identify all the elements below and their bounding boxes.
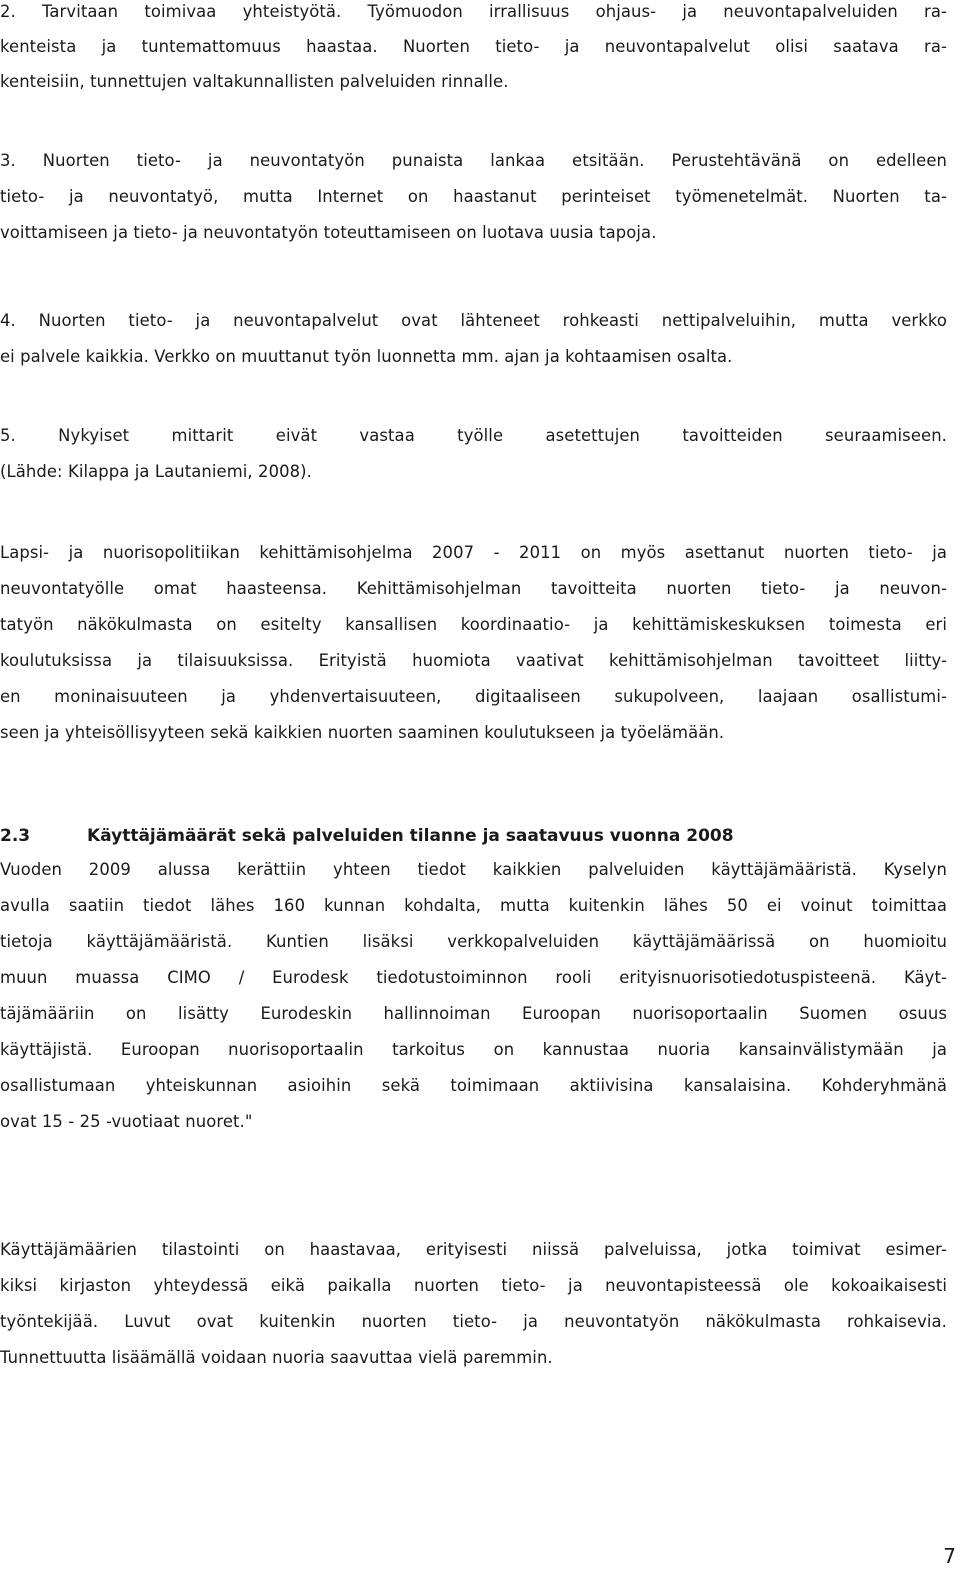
page-number: 7 [943, 1544, 956, 1568]
list-item-2 [0, 0, 947, 99]
text-line: (Lähde: Kilappa ja Lautaniemi, 2008). [0, 462, 312, 481]
section-number: 2.3 [0, 826, 31, 846]
text-line: voittamiseen ja tieto- ja neuvontatyön toteuttamiseen on luotava uusia tapoja. [0, 223, 657, 242]
text-line: ei palvele kaikkia. Verkko on muuttanut työn luonnetta mm. ajan ja kohtaamisen osalta. [0, 347, 733, 366]
text-line: avulla saatiin tiedot lähes 160 kunnan kohdalta, mutta kuitenkin lähes 50 ei voinut toimittaa [0, 896, 947, 915]
paragraph-statistics [0, 1232, 947, 1376]
text-line: neuvontatyölle omat haasteensa. Kehittämisohjelman tavoitteita nuorten tieto- ja neuvon- [0, 579, 947, 598]
text-line: ovat 15 - 25 -vuotiaat nuoret." [0, 1112, 253, 1131]
text-line: käyttäjistä. Euroopan nuorisoportaalin tarkoitus on kannustaa nuoria kansainvälistymään ja [0, 1040, 947, 1059]
text-line: 4. Nuorten tieto- ja neuvontapalvelut ovat lähteneet rohkeasti nettipalveluihin, mutta verkko [0, 311, 947, 330]
text-line: en moninaisuuteen ja yhdenvertaisuuteen, digitaaliseen sukupolveen, laajaan osallistumi- [0, 687, 947, 706]
text-line: tietoja käyttäjämääristä. Kuntien lisäksi verkkopalveluiden käyttäjämäärissä on huomioitu [0, 932, 947, 951]
text-line: osallistumaan yhteiskunnan asioihin sekä toimimaan aktiivisina kansalaisina. Kohderyhmänä [0, 1076, 947, 1095]
paragraph-development-program [0, 535, 947, 751]
paragraph-user-counts [0, 852, 947, 1140]
text-line: Lapsi- ja nuorisopolitiikan kehittämisohjelma 2007 - 2011 on myös asettanut nuorten tieto- ja [0, 543, 947, 562]
list-item-5 [0, 418, 947, 490]
text-line: 3. Nuorten tieto- ja neuvontatyön punaista lankaa etsitään. Perustehtävänä on edelleen [0, 151, 947, 170]
text-line: 5. Nykyiset mittarit eivät vastaa työlle asetettujen tavoitteiden seuraamiseen. [0, 426, 947, 445]
list-item-3 [0, 143, 947, 251]
text-line: 2. Tarvitaan toimivaa yhteistyötä. Työmuodon irrallisuus ohjaus- ja neuvontapalveluiden ra- [0, 2, 947, 21]
text-line: kiksi kirjaston yhteydessä eikä paikalla nuorten tieto- ja neuvontapisteessä ole kokoaikaisesti [0, 1276, 947, 1295]
text-line: seen ja yhteisöllisyyteen sekä kaikkien nuorten saaminen koulutukseen ja työelämään. [0, 723, 725, 742]
list-item-4 [0, 303, 947, 375]
text-line: muun muassa CIMO / Eurodesk tiedotustoiminnon rooli erityisnuorisotiedotuspisteenä. Käyt- [0, 968, 947, 987]
section-heading [0, 818, 947, 854]
text-line: kenteista ja tuntemattomuus haastaa. Nuorten tieto- ja neuvontapalvelut olisi saatava ra- [0, 37, 947, 56]
text-line: kenteisiin, tunnettujen valtakunnallisten palveluiden rinnalle. [0, 72, 509, 91]
text-line: Vuoden 2009 alussa kerättiin yhteen tiedot kaikkien palveluiden käyttäjämääristä. Kyselyn [0, 860, 947, 879]
text-line: tatyön näkökulmasta on esitelty kansallisen koordinaatio- ja kehittämiskeskuksen toimesta eri [0, 615, 947, 634]
text-line: koulutuksissa ja tilaisuuksissa. Erityistä huomiota vaativat kehittämisohjelman tavoitteet liitty- [0, 651, 947, 670]
text-line: tieto- ja neuvontatyö, mutta Internet on haastanut perinteiset työmenetelmät. Nuorten ta- [0, 187, 947, 206]
section-title: Käyttäjämäärät sekä palveluiden tilanne ja saatavuus vuonna 2008 [87, 826, 734, 846]
text-line: Käyttäjämäärien tilastointi on haastavaa, erityisesti niissä palveluissa, jotka toimivat esimer- [0, 1240, 947, 1259]
text-line: täjämääriin on lisätty Eurodeskin hallinnoiman Euroopan nuorisoportaalin Suomen osuus [0, 1004, 947, 1023]
text-line: Tunnettuutta lisäämällä voidaan nuoria saavuttaa vielä paremmin. [0, 1348, 553, 1367]
text-line: työntekijää. Luvut ovat kuitenkin nuorten tieto- ja neuvontatyön näkökulmasta rohkaisevia. [0, 1312, 947, 1331]
